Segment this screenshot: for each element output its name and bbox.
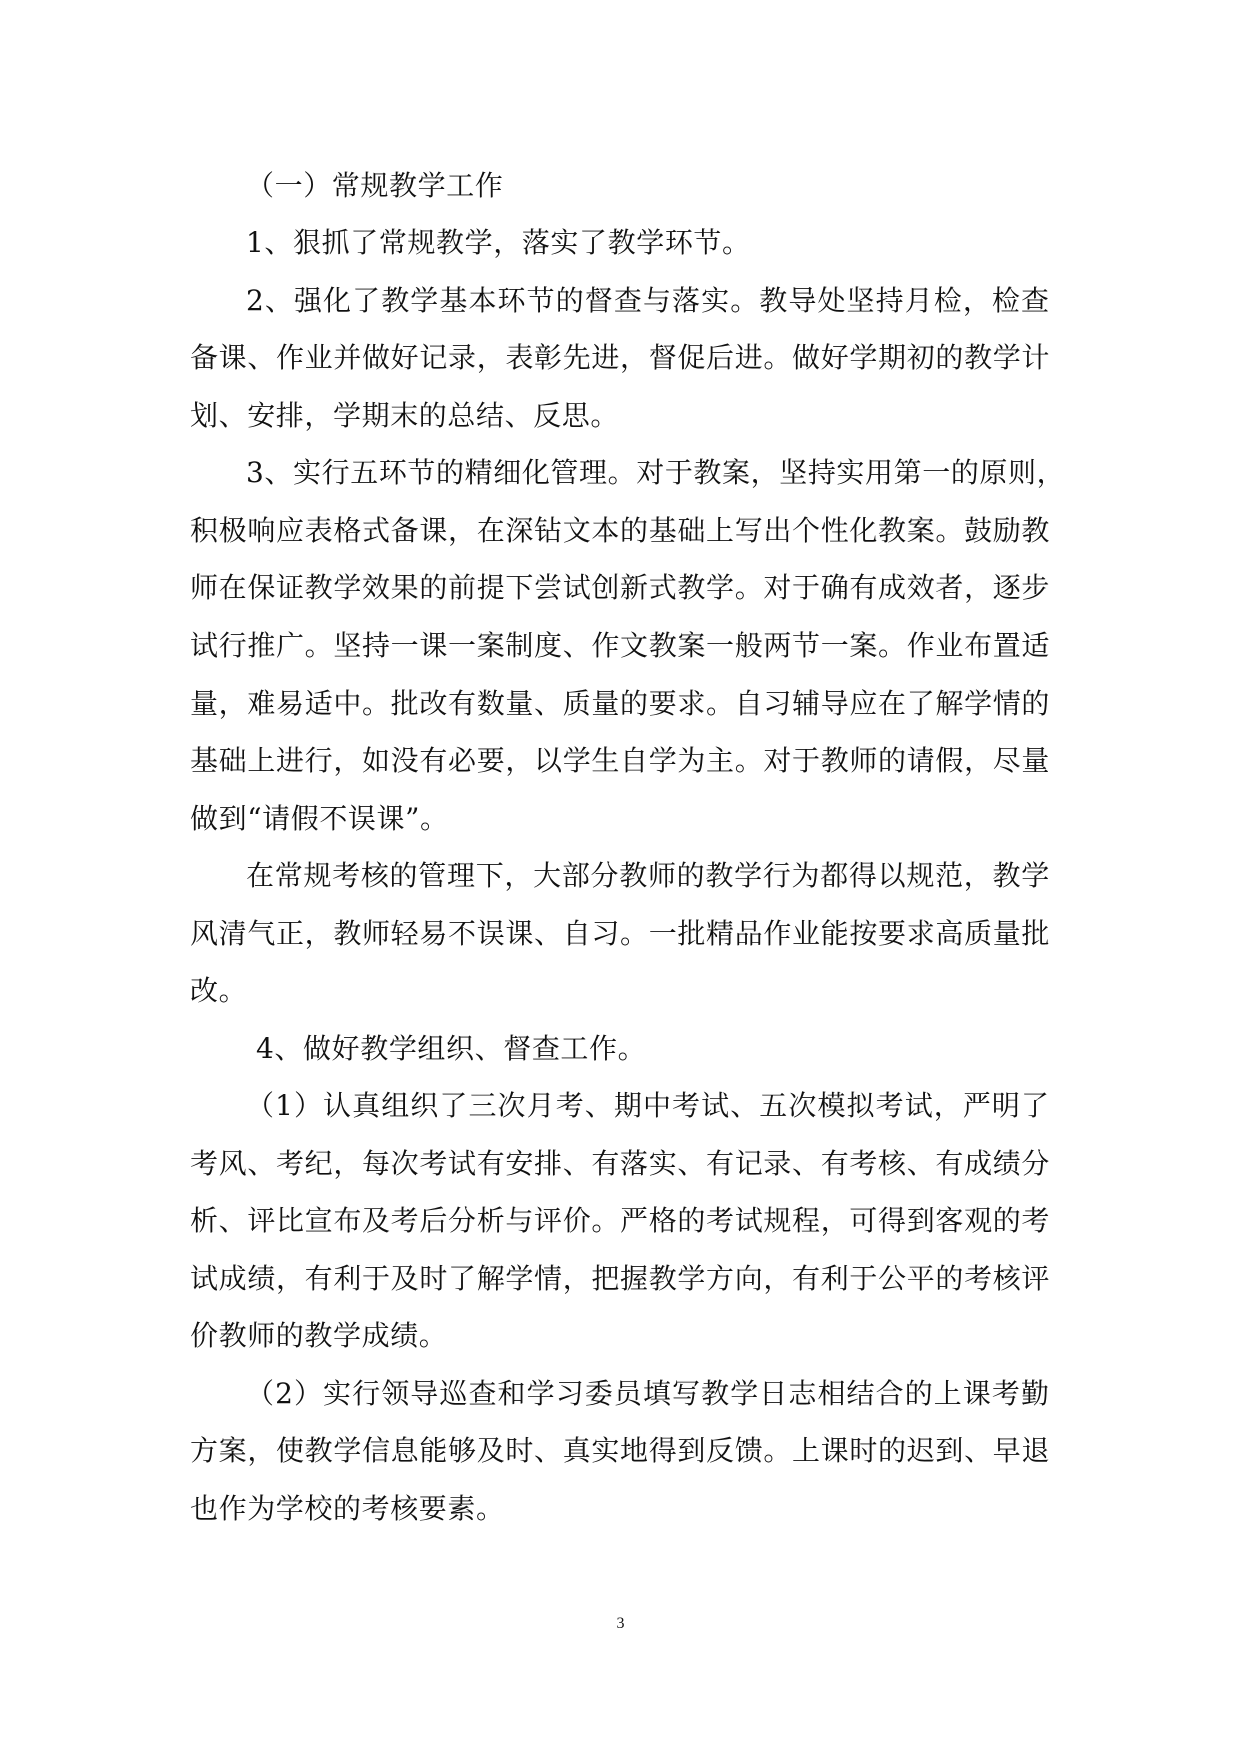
paragraph-line: （2）实行领导巡查和学习委员填写教学日志相结合的上课考勤 bbox=[246, 1377, 1051, 1410]
paragraph-line: 备课、作业并做好记录，表彰先进，督促后进。做好学期初的教学计 bbox=[190, 341, 1051, 374]
page-number: 3 bbox=[616, 1615, 625, 1632]
paragraph-line: 方案，使教学信息能够及时、真实地得到反馈。上课时的迟到、早退 bbox=[190, 1434, 1051, 1467]
paragraph-line: 师在保证教学效果的前提下尝试创新式教学。对于确有成效者，逐步 bbox=[190, 571, 1051, 604]
section-heading: （一）常规教学工作 bbox=[246, 169, 504, 202]
paragraph-line: 2、强化了教学基本环节的督查与落实。教导处坚持月检，检查 bbox=[246, 284, 1051, 317]
paragraph-line: 划、安排，学期末的总结、反思。 bbox=[190, 399, 620, 432]
paragraph-line: 价教师的教学成绩。 bbox=[190, 1319, 448, 1352]
paragraph-line: 析、评比宣布及考后分析与评价。严格的考试规程，可得到客观的考 bbox=[190, 1204, 1051, 1237]
paragraph-line: 考风、考纪，每次考试有安排、有落实、有记录、有考核、有成绩分 bbox=[190, 1147, 1051, 1180]
paragraph-line: 4、做好教学组织、督查工作。 bbox=[256, 1032, 647, 1065]
paragraph-line: 量，难易适中。批改有数量、质量的要求。自习辅导应在了解学情的 bbox=[190, 687, 1051, 720]
paragraph-line: 3、实行五环节的精细化管理。对于教案，坚持实用第一的原则， bbox=[246, 456, 1066, 489]
paragraph-line: 改。 bbox=[190, 974, 248, 1007]
paragraph-line: 做到“请假不误课”。 bbox=[190, 802, 449, 835]
paragraph-line: 基础上进行，如没有必要，以学生自学为主。对于教师的请假，尽量 bbox=[190, 744, 1051, 777]
paragraph-line: 试成绩，有利于及时了解学情，把握教学方向，有利于公平的考核评 bbox=[190, 1262, 1051, 1295]
paragraph-line: 1、狠抓了常规教学，落实了教学环节。 bbox=[246, 226, 751, 259]
paragraph-line: 积极响应表格式备课，在深钻文本的基础上写出个性化教案。鼓励教 bbox=[190, 514, 1051, 547]
paragraph-line: 也作为学校的考核要素。 bbox=[190, 1492, 505, 1525]
paragraph-line: 试行推广。坚持一课一案制度、作文教案一般两节一案。作业布置适 bbox=[190, 629, 1051, 662]
paragraph-line: 风清气正，教师轻易不误课、自习。一批精品作业能按要求高质量批 bbox=[190, 917, 1051, 950]
paragraph-line: 在常规考核的管理下，大部分教师的教学行为都得以规范，教学 bbox=[246, 859, 1050, 892]
paragraph-line: （1）认真组织了三次月考、期中考试、五次模拟考试，严明了 bbox=[246, 1089, 1051, 1122]
